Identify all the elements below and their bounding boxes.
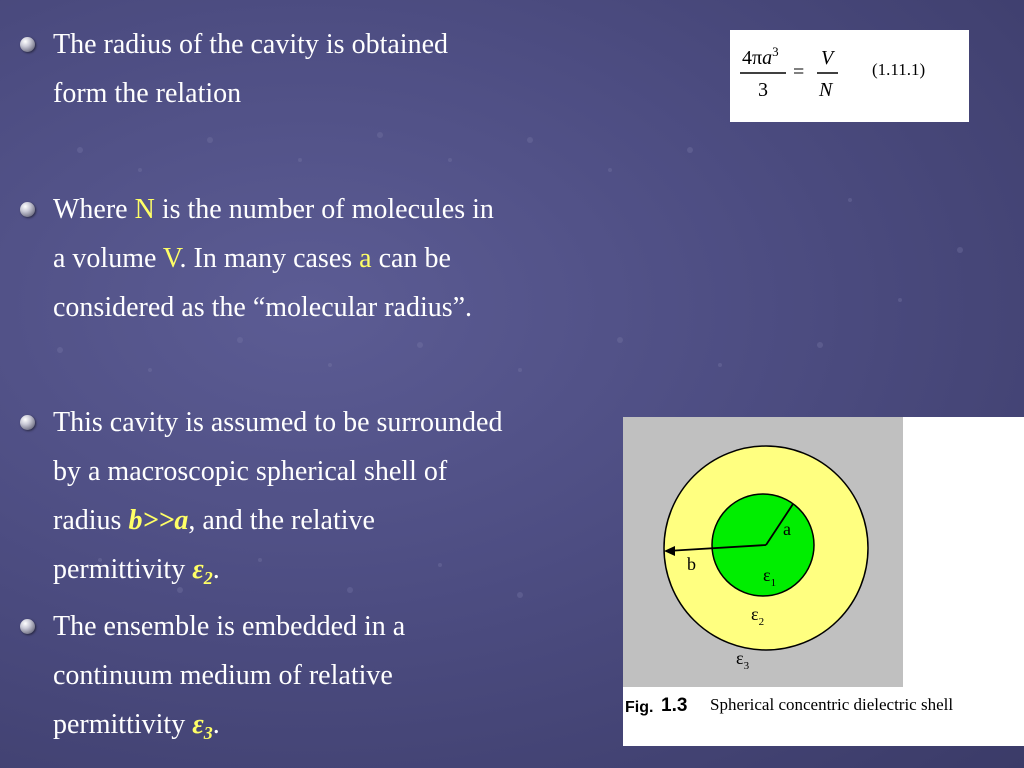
eq-a: a bbox=[762, 47, 773, 69]
bullet-1-line-1: The radius of the cavity is obtained bbox=[53, 29, 448, 60]
eq-4pi: 4π bbox=[742, 47, 763, 69]
eq-equals: = bbox=[793, 61, 805, 83]
eq-n: N bbox=[819, 79, 833, 101]
bullet-marker bbox=[20, 37, 35, 52]
eq-v: V bbox=[821, 47, 834, 69]
bullet-3 bbox=[20, 398, 620, 603]
symbol-a: a bbox=[359, 243, 372, 274]
figure-number: 1.3 bbox=[661, 695, 688, 716]
bullet-2-line-2: a volume V. In many cases a can be bbox=[53, 243, 451, 274]
bullet-2-line-3: considered as the “molecular radius”. bbox=[53, 292, 473, 323]
bullet-marker bbox=[20, 202, 35, 217]
figure-dielectric-shell bbox=[623, 417, 1024, 746]
label-a: a bbox=[783, 519, 791, 539]
symbol-v: V bbox=[162, 243, 180, 274]
svg-text:4πa3 bbox=[742, 44, 779, 69]
symbol-epsilon-3: $\varepsilon_3$ bbox=[192, 709, 213, 743]
bullet-3-line-1: This cavity is assumed to be surrounded bbox=[53, 407, 503, 438]
bullet-1-line-2: form the relation bbox=[53, 78, 242, 109]
symbol-epsilon-2: $\varepsilon_2$ bbox=[192, 554, 213, 588]
label-b: b bbox=[687, 554, 696, 574]
bullet-3-line-2: by a macroscopic spherical shell of bbox=[53, 456, 448, 487]
bullet-4-line-1: The ensemble is embedded in a bbox=[53, 611, 406, 642]
symbol-b-much-greater-a: b>>a bbox=[128, 505, 189, 536]
eq-number: (1.11.1) bbox=[872, 60, 926, 79]
figure-caption: Spherical concentric dielectric shell bbox=[710, 695, 954, 714]
label-epsilon-2: $\varepsilon_2$ bbox=[751, 604, 765, 628]
bullet-2-line-1: Where N is the number of molecules in bbox=[53, 194, 494, 225]
eq-exponent: 3 bbox=[772, 44, 779, 59]
bullet-marker bbox=[20, 415, 35, 430]
bullet-3-line-3: radius b>>a, and the relative bbox=[53, 505, 375, 536]
label-epsilon-3: $\varepsilon_3$ bbox=[736, 648, 750, 672]
bullet-1 bbox=[20, 20, 580, 118]
label-epsilon-1: $\varepsilon_1$ bbox=[763, 565, 777, 589]
equation-image bbox=[730, 30, 969, 122]
eq-denominator-left: 3 bbox=[758, 79, 768, 101]
bullet-3-line-4: permittivity $\varepsilon_2$. bbox=[53, 554, 220, 588]
figure-prefix: Fig. bbox=[625, 699, 654, 716]
bullet-4 bbox=[20, 602, 620, 758]
symbol-n: N bbox=[134, 194, 155, 225]
bullet-4-line-2: continuum medium of relative bbox=[53, 660, 393, 691]
bullet-4-line-3: permittivity $\varepsilon_3$. bbox=[53, 709, 220, 743]
bullet-2 bbox=[20, 185, 620, 332]
bullet-marker bbox=[20, 619, 35, 634]
